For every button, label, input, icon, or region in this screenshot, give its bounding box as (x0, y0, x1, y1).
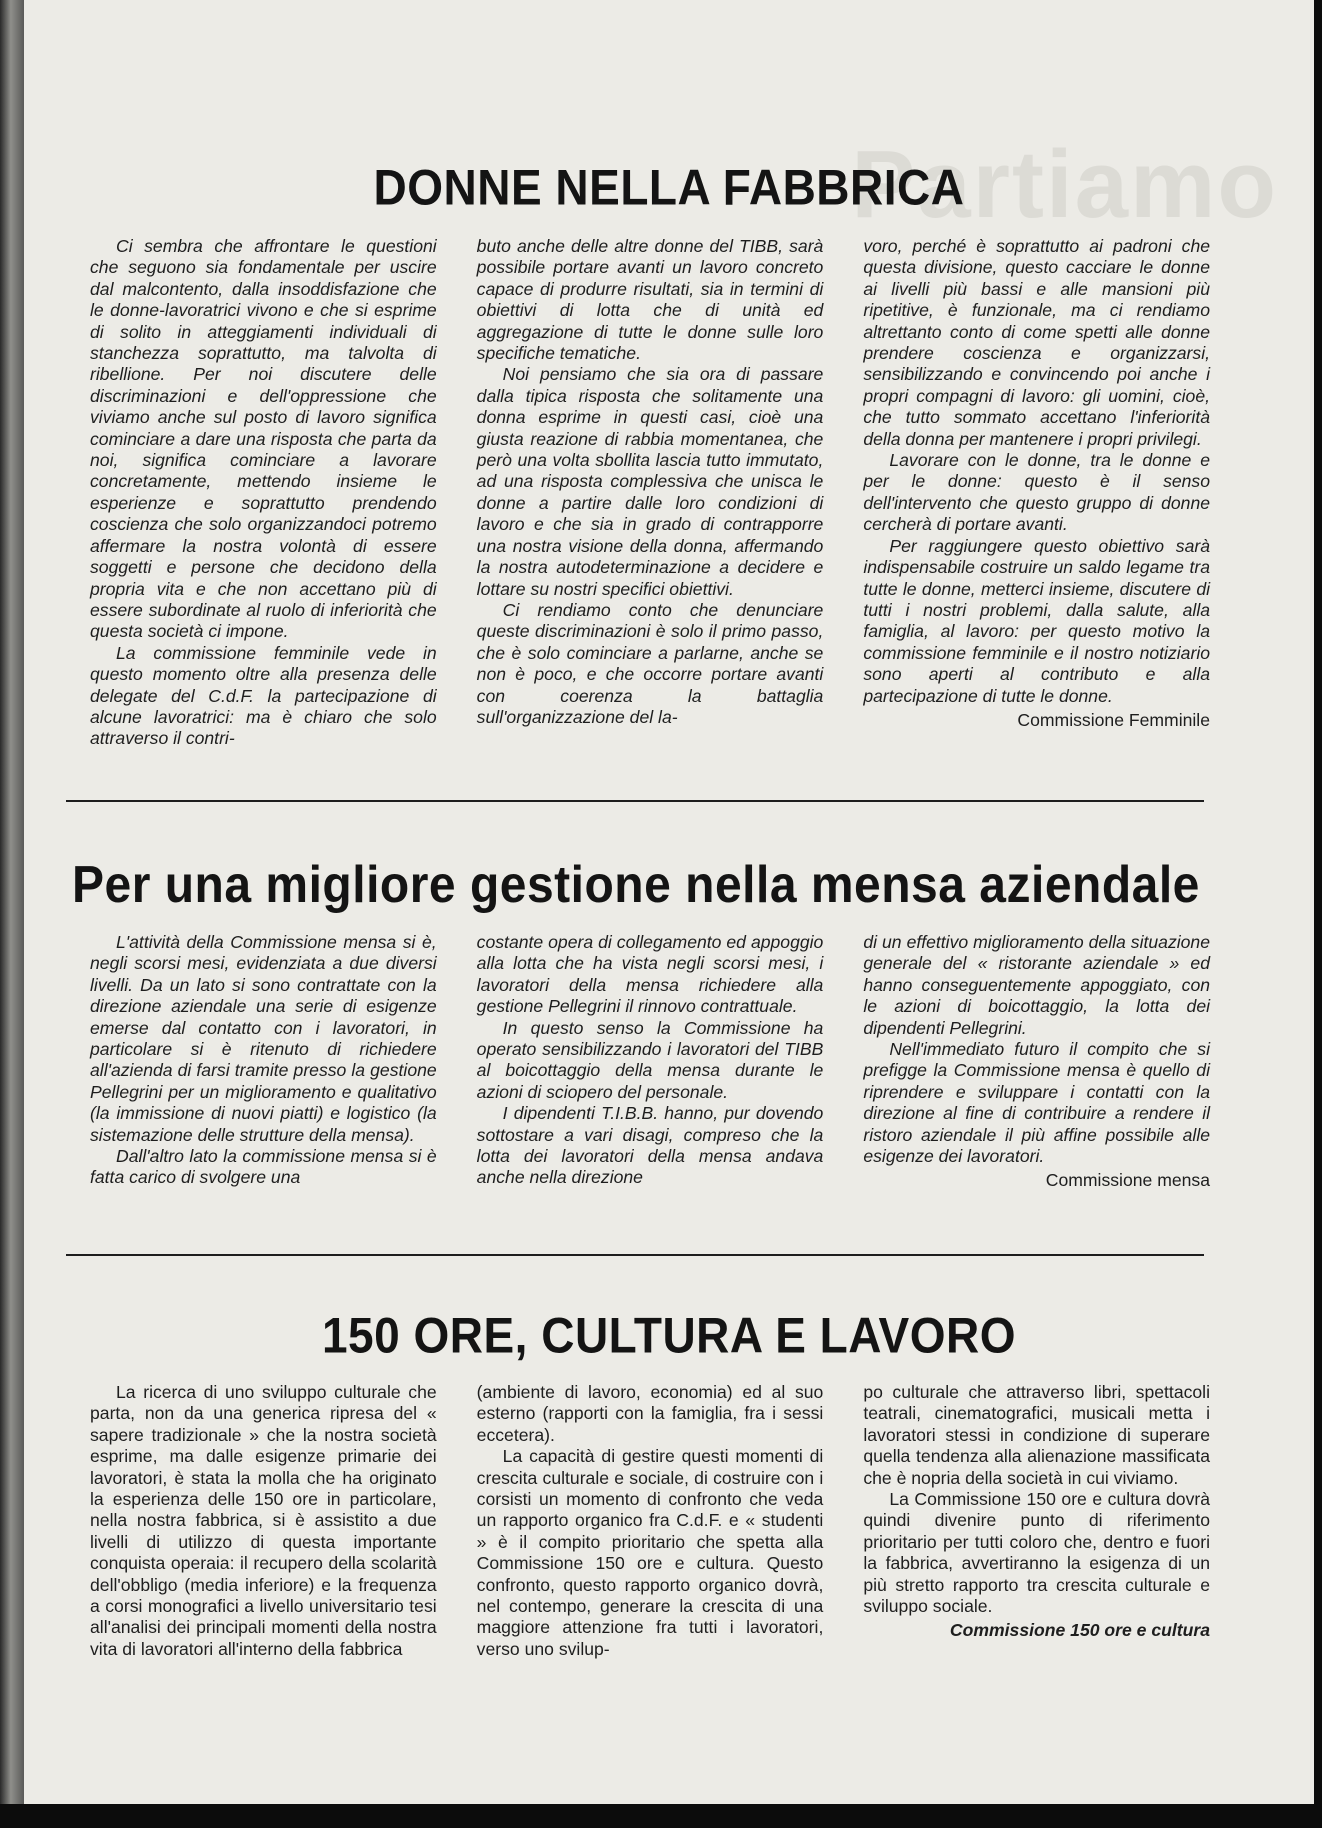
text-column (477, 236, 824, 750)
article-signature: Commissione Femminile (1017, 709, 1211, 730)
text-column (477, 1382, 824, 1660)
paragraph: voro, perché è soprattutto ai padroni che questa divisione, questo cacciare le donne ai livelli più bassi e alle mansioni più ripetitive, è funzionale, ma ci rendiamo altrettanto conto di come spetti alle donne prendere coscienza e organizzarsi, sensibilizzando e convincendo poi anche i propri compagni di lavoro: gli uomini, cioè, che tutto sommato accettano l'inferiorità della donna per mantenere i propri privilegi. (863, 236, 1211, 449)
paragraph: Ci sembra che affrontare le questioni che seguono sia fondamentale per uscire dal malcontento, dalla insoddisfazione che le donne-lavoratrici vivono e che si esprime di solito in atteggiamenti individuali di stanchezza soprattutto, ma talvolta di ribellione. Per noi discutere delle discriminazioni e dell'oppressione che viviamo anche sul posto di lavoro significa cominciare a dare una risposta che parta da noi, significa cominciare a lavorare concretamente, mettendo insieme le esperienze e soprattutto prendendo coscienza che solo organizzandoci potremo affermare la nostra volontà di essere soggetti e persone che decidono della propria vita e che non accettano più di essere subordinate al ruolo di inferiorità che questa società ci impone. (90, 236, 437, 642)
text-column (863, 236, 1210, 750)
text-column (90, 236, 437, 750)
section-divider (66, 1254, 1204, 1256)
paragraph: Dall'altro lato la commissione mensa si è fatta carico di svolgere una (90, 1146, 437, 1188)
show-through-text: Partiamo (851, 131, 1278, 238)
paragraph: La ricerca di uno sviluppo culturale che parta, non da una generica ripresa del « sapere tradizionale » che la nostra società esprime, ma dalle esigenze primarie dei lavoratori, è stata la molla che ha originato la esperienza delle 150 ore in particolare, nella nostra fabbrica, si è assistito a due livelli di utilizzo di questa importante conquista operaia: il recupero della scolarità dell'obbligo (media inferiore) e la frequenza a corsi monografici a livello universitario tesi all'analisi dei principali momenti della nostra vita di lavoratori all'interno della fabbrica (90, 1382, 437, 1659)
paragraph: I dipendenti T.I.B.B. hanno, pur dovendo sottostare a vari disagi, compreso che la lotta dei lavoratori della mensa andava anche nella direzione (476, 1103, 824, 1188)
section-title: DONNE NELLA FABBRICA (373, 158, 965, 216)
paragraph: buto anche delle altre donne del TIBB, sarà possibile portare avanti un lavoro concreto capace di produrre risultati, sia in termini di obiettivi di lotta che di unità ed aggregazione di tutte le donne sulle loro specifiche tematiche. (476, 236, 824, 364)
paragraph: Per raggiungere questo obiettivo sarà indispensabile costruire un saldo legame tra tutte le donne, metterci insieme, discutere di tutti i nostri problemi, dalla salute, alla famiglia, al lavoro: per questo motivo la commissione femminile e il nostro notiziario sono aperti al contributo e alla partecipazione di tutte le donne. (863, 535, 1211, 706)
text-column (477, 932, 824, 1192)
article-signature: Commissione mensa (1045, 1170, 1211, 1191)
paragraph: L'attività della Commissione mensa si è, negli scorsi mesi, evidenziata a due diversi livelli. Da un lato si sono contrattate con la direzione aziendale una serie di esigenze emerse dal contatto con i lavoratori, in particolare si è ritenuto di richiedere all'azienda di farsi tramite presso la gestione Pellegrini per un miglioramento e qualitativo (la immissione di nuovi piatti) e logistico (la sistemazione delle strutture della mensa). (90, 932, 437, 1145)
paragraph: La commissione femminile vede in questo momento oltre alla presenza delle delegate del C.d.F. la partecipazione di alcune lavoratrici: ma è chiaro che solo attraverso il contri- (90, 642, 437, 749)
article-signature: Commissione 150 ore e cultura (949, 1620, 1211, 1641)
binding-spine (0, 0, 24, 1828)
paragraph: di un effettivo miglioramento della situazione generale del « ristorante aziendale » ed hanno conseguentemente appoggiato, con le azioni di boicottaggio, la lotta dei dipendenti Pellegrini. (863, 932, 1211, 1038)
paragraph: po culturale che attraverso libri, spettacoli teatrali, cinematografici, musicali metta i lavoratori stessi in condizione di superare quella tendenza alla alienazione massificata che è nopria della società in cui viviamo. (863, 1382, 1211, 1488)
text-column (863, 932, 1210, 1192)
text-column (90, 1382, 437, 1660)
section-title: Per una migliore gestione nella mensa aziendale (72, 856, 1200, 915)
section-title: 150 ORE, CULTURA E LAVORO (321, 1306, 1017, 1364)
text-column (90, 932, 437, 1192)
newsletter-page (24, 0, 1314, 1804)
paragraph: La capacità di gestire questi momenti di crescita culturale e sociale, di costruire con i corsisti un momento di confronto che veda un rapporto organico fra C.d.F. e « studenti » è il compito prioritario che spetta alla Commissione 150 ore e cultura. Questo confronto, questo rapporto organico dovrà, nel contempo, generare la crescita di una maggiore attenzione fra tutti i lavoratori, verso uno svilup- (476, 1446, 824, 1659)
article-body (90, 932, 1210, 1192)
paragraph: Lavorare con le donne, tra le donne e per le donne: questo è il senso dell'intervento che questo gruppo di donne cercherà di portare avanti. (863, 450, 1211, 535)
article-body (90, 236, 1210, 750)
paragraph: (ambiente di lavoro, economia) ed al suo esterno (rapporti con la famiglia, fra i sessi eccetera). (476, 1382, 824, 1445)
paragraph: Noi pensiamo che sia ora di passare dalla tipica risposta che solitamente una donna esprime in questi casi, cioè una giusta reazione di rabbia momentanea, che però una volta sbollita lascia tutto immutato, ad una risposta complessiva che unisca le donne a partire dalle loro condizioni di lavoro e che sia in grado di contrapporre una nostra visione della donna, affermando la nostra autodeterminazione a decidere e lottare su nostri specifici obiettivi. (476, 364, 824, 599)
paragraph: costante opera di collegamento ed appoggio alla lotta che ha vista negli scorsi mesi, i lavoratori della mensa richiedere alla gestione Pellegrini il rinnovo contrattuale. (476, 932, 824, 1017)
text-column (863, 1382, 1210, 1660)
paragraph: Ci rendiamo conto che denunciare queste discriminazioni è solo il primo passo, che è solo cominciare a parlarne, anche se non è poco, e che occorre portare avanti con coerenza la battaglia sull'organizzazione del la- (476, 599, 824, 727)
paragraph: Nell'immediato futuro il compito che si prefigge la Commissione mensa è quello di riprendere e sviluppare i contatti con la direzione al fine di contribuire a rendere il ristoro aziendale il più affine possibile alle esigenze dei lavoratori. (863, 1039, 1211, 1167)
paragraph: La Commissione 150 ore e cultura dovrà quindi divenire punto di riferimento prioritario per tutti coloro che, dentro e fuori la fabbrica, avvertiranno la esigenza di un più stretto rapporto tra crescita culturale e sviluppo sociale. (863, 1489, 1211, 1617)
article-body (90, 1382, 1210, 1660)
section-divider (66, 800, 1204, 802)
paragraph: In questo senso la Commissione ha operato sensibilizzando i lavoratori del TIBB al boicottaggio della mensa durante le azioni di sciopero del personale. (476, 1017, 824, 1102)
scan-border (0, 1804, 1322, 1828)
